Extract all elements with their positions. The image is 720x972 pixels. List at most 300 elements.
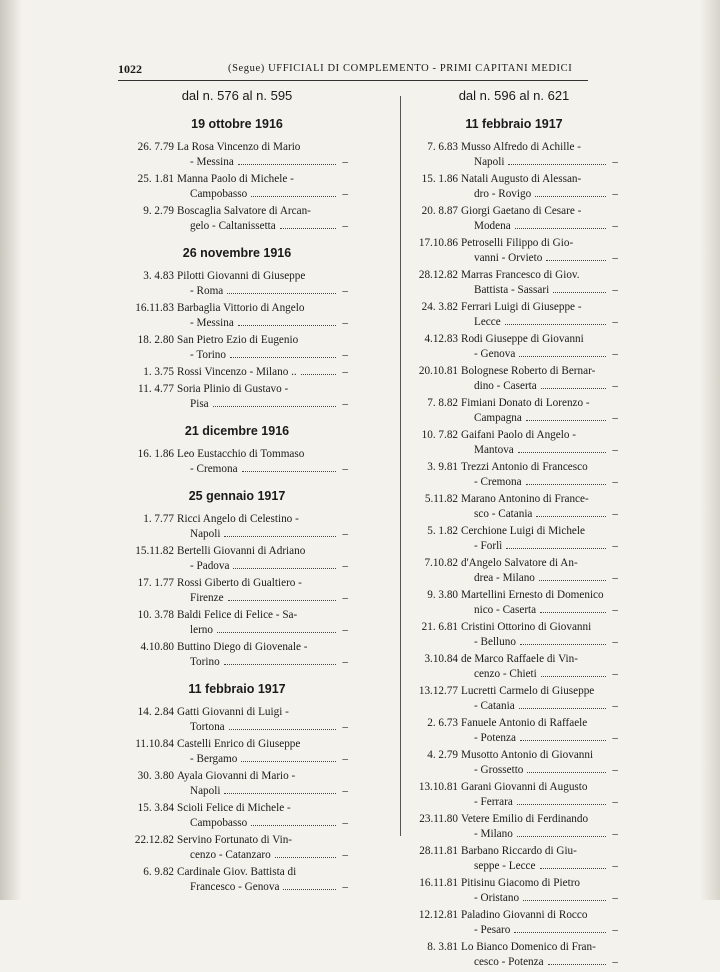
officer-entry <box>410 428 618 458</box>
entry-birthplace-text: - Ferrara <box>474 796 513 808</box>
entry-birthplace-text: vanni - Orvieto <box>474 252 543 264</box>
entry-line-1 <box>410 748 618 763</box>
entry-name-text: Lo Bianco Domenico di Fran- <box>461 941 596 953</box>
birth-date: 28.12.82 <box>418 269 458 281</box>
entry-birthplace-text: cenzo - Catanzaro <box>190 849 271 861</box>
dotted-leader <box>540 612 606 613</box>
officer-entry <box>410 780 618 810</box>
entry-birthplace-text: - Padova <box>190 560 230 572</box>
birth-date: 28.11.81 <box>419 845 458 857</box>
entry-birthplace-text: - Bergamo <box>190 753 238 765</box>
birth-date: 20.10.81 <box>418 365 458 377</box>
officer-entry <box>126 801 348 831</box>
dotted-leader <box>251 196 336 197</box>
dash-mark: – <box>612 700 618 712</box>
dotted-leader <box>213 406 336 407</box>
dotted-leader <box>242 471 336 472</box>
left-column <box>126 88 348 907</box>
entry-birthplace-text: - Oristano <box>474 892 520 904</box>
entry-name-text: Castelli Enrico di Giuseppe <box>177 738 301 750</box>
birth-date: 1. 7.77 <box>143 513 174 525</box>
entry-line-2 <box>126 784 348 799</box>
dotted-leader <box>548 964 606 965</box>
birth-date: 23.11.80 <box>419 813 458 825</box>
entry-birthplace-text: - Roma <box>190 285 224 297</box>
dotted-leader <box>540 868 607 869</box>
entry-line-2 <box>126 591 348 606</box>
dash-mark: – <box>612 636 618 648</box>
entry-name-text: Servino Fortunato di Vin- <box>177 834 293 846</box>
entry-line-1 <box>410 332 618 347</box>
birth-date: 15. 3.84 <box>137 802 174 814</box>
dotted-leader <box>506 548 606 549</box>
dotted-leader <box>238 325 336 326</box>
entry-name-text: San Pietro Ezio di Eugenio <box>177 334 299 346</box>
entry-line-2 <box>410 475 618 490</box>
dash-mark: – <box>342 817 348 829</box>
entry-line-1 <box>126 204 348 219</box>
officer-entry <box>126 705 348 735</box>
officer-entry <box>410 460 618 490</box>
entry-line-2 <box>410 187 618 202</box>
entry-line-1 <box>410 524 618 539</box>
entry-line-1 <box>126 705 348 720</box>
section-date-heading: 21 dicembre 1916 <box>184 424 290 438</box>
dash-mark: – <box>612 252 618 264</box>
entry-line-1 <box>410 556 618 571</box>
entry-line-2 <box>126 348 348 363</box>
entry-name-text: Marano Antonino di France- <box>461 493 589 505</box>
officer-entry <box>126 301 348 331</box>
officer-entry <box>410 812 618 842</box>
entry-line-2 <box>410 507 618 522</box>
birth-date: 26. 7.79 <box>137 141 174 153</box>
entry-birthplace-text: Lecce <box>474 316 501 328</box>
entry-line-2 <box>410 283 618 298</box>
birth-date: 20. 8.87 <box>421 205 458 217</box>
dotted-leader <box>229 729 336 730</box>
dash-mark: – <box>612 796 618 808</box>
birth-date: 11. 4.77 <box>138 383 174 395</box>
birth-date: 24. 3.82 <box>421 301 458 313</box>
entry-name-text: Leo Eustacchio di Tommaso <box>177 448 305 460</box>
entry-birthplace-text: dino - Caserta <box>474 380 537 392</box>
officer-entry <box>410 844 618 874</box>
officer-entry <box>126 365 348 380</box>
dash-mark: – <box>612 924 618 936</box>
officer-entry <box>410 684 618 714</box>
entry-line-2 <box>410 699 618 714</box>
entry-line-1 <box>410 652 618 667</box>
entry-name-text: Boscaglia Salvatore di Arcan- <box>177 205 311 217</box>
entry-birthplace-text: Pisa <box>190 398 209 410</box>
officer-entry <box>410 876 618 906</box>
birth-date: 3. 9.81 <box>427 461 458 473</box>
officer-entry <box>410 172 618 202</box>
birth-date: 30. 3.80 <box>137 770 174 782</box>
entry-line-2 <box>410 571 618 586</box>
dash-mark: – <box>342 721 348 733</box>
entry-birthplace-text: - Milano <box>474 828 513 840</box>
dash-mark: – <box>342 220 348 232</box>
entry-name-text: Fanuele Antonio di Raffaele <box>461 717 588 729</box>
officer-entry <box>410 556 618 586</box>
entry-birthplace-text: - Grossetto <box>474 764 524 776</box>
entry-name-text: Pitisinu Giacomo di Pietro <box>461 877 581 889</box>
entry-line-2 <box>410 667 618 682</box>
dotted-leader <box>508 164 606 165</box>
entry-line-1 <box>126 269 348 284</box>
entry-line-2 <box>126 880 348 895</box>
dash-mark: – <box>612 156 618 168</box>
entry-line-2 <box>410 539 618 554</box>
entry-name-text: Cardinale Giov. Battista di <box>177 866 297 878</box>
dash-mark: – <box>342 398 348 410</box>
entry-line-1 <box>410 364 618 379</box>
dash-mark: – <box>612 220 618 232</box>
dotted-leader <box>539 580 606 581</box>
officer-entry <box>410 652 618 682</box>
officer-entry <box>410 748 618 778</box>
entry-line-1 <box>126 301 348 316</box>
officer-entry <box>410 524 618 554</box>
entry-line-1 <box>410 140 618 155</box>
entry-line-1 <box>126 608 348 623</box>
entry-birthplace-text: lerno <box>190 624 213 636</box>
entry-name-text: Gatti Giovanni di Luigi - <box>177 706 289 718</box>
dotted-leader <box>241 761 336 762</box>
entry-line-1 <box>126 801 348 816</box>
entry-name-text: Musso Alfredo di Achille - <box>461 141 581 153</box>
birth-date: 4.12.83 <box>424 333 458 345</box>
officer-entry <box>410 140 618 170</box>
entry-birthplace-text: - Catania <box>474 700 515 712</box>
birth-date: 4.10.80 <box>140 641 174 653</box>
page-header <box>118 58 588 81</box>
officer-entry <box>126 382 348 412</box>
entry-name-text: Barbaglia Vittorio di Angelo <box>177 302 305 314</box>
birth-date: 18. 2.80 <box>137 334 174 346</box>
officer-entry <box>126 447 348 477</box>
entry-line-2 <box>410 219 618 234</box>
dash-mark: – <box>342 560 348 572</box>
entry-name-text: Manna Paolo di Michele - <box>177 173 294 185</box>
entry-birthplace-text: Battista - Sassari <box>474 284 550 296</box>
entry-line-2 <box>410 635 618 650</box>
entry-line-2 <box>126 816 348 831</box>
entry-line-2 <box>410 379 618 394</box>
dotted-leader <box>228 600 336 601</box>
left-page-gutter <box>0 0 22 900</box>
dash-mark: – <box>342 156 348 168</box>
officer-entry <box>126 544 348 574</box>
dotted-leader <box>541 388 606 389</box>
section-date-heading: 19 ottobre 1916 <box>191 117 283 131</box>
birth-date: 13.10.81 <box>418 781 458 793</box>
dotted-leader <box>520 644 606 645</box>
entry-name-text: Soria Plinio di Gustavo - <box>177 383 289 395</box>
birth-date: 3. 4.83 <box>143 270 174 282</box>
entry-birthplace-text: sco - Catania <box>474 508 533 520</box>
dotted-leader <box>251 825 336 826</box>
birth-date: 10. 7.82 <box>421 429 458 441</box>
entry-birthplace-text: gelo - Caltanissetta <box>190 220 276 232</box>
entry-line-2 <box>126 284 348 299</box>
officer-entry <box>410 204 618 234</box>
entry-birthplace-text: - Belluno <box>474 636 516 648</box>
dash-mark: – <box>612 892 618 904</box>
birth-date: 7. 8.82 <box>427 397 458 409</box>
entry-birthplace-text: Campobasso <box>190 188 248 200</box>
entry-birthplace-text: - Pesaro <box>474 924 511 936</box>
dotted-leader <box>553 292 606 293</box>
officer-entry <box>410 396 618 426</box>
birth-date: 5.11.82 <box>424 493 458 505</box>
entry-line-1 <box>410 236 618 251</box>
birth-date: 22.12.82 <box>134 834 174 846</box>
dotted-leader <box>224 536 336 537</box>
birth-date: 9. 2.79 <box>143 205 174 217</box>
entry-name-text: Lucretti Carmelo di Giuseppe <box>461 685 595 697</box>
entry-name-text: Giorgi Gaetano di Cesare - <box>461 205 582 217</box>
entry-birthplace-text: cenzo - Chieti <box>474 668 537 680</box>
running-title: (Segue) UFFICIALI DI COMPLEMENTO - PRIMI CAPITANI MEDICI <box>228 63 573 74</box>
dash-mark: – <box>342 528 348 540</box>
dotted-leader <box>280 228 336 229</box>
page-number: 1022 <box>118 62 142 76</box>
section-date-heading: 26 novembre 1916 <box>182 246 292 260</box>
birth-date: 13.12.77 <box>418 685 458 697</box>
dash-mark: – <box>342 656 348 668</box>
dash-mark: – <box>612 188 618 200</box>
officer-entry <box>126 269 348 299</box>
entry-name-text: Baldi Felice di Felice - Sa- <box>177 609 298 621</box>
entry-birthplace-text: Campobasso <box>190 817 248 829</box>
dotted-leader <box>526 484 606 485</box>
entry-line-2 <box>126 155 348 170</box>
entry-line-1 <box>410 716 618 731</box>
date-section <box>126 117 348 234</box>
officer-entry <box>410 332 618 362</box>
dotted-leader <box>536 516 606 517</box>
officer-entry <box>410 940 618 970</box>
entry-birthplace-text: Modena <box>474 220 511 232</box>
entry-line-1 <box>126 512 348 527</box>
dash-mark: – <box>612 764 618 776</box>
birth-date: 17.10.86 <box>418 237 458 249</box>
entry-line-2 <box>410 923 618 938</box>
dash-mark: – <box>342 881 348 893</box>
entry-line-1 <box>126 737 348 752</box>
dash-mark: – <box>612 860 618 872</box>
entry-line-1 <box>126 833 348 848</box>
dash-mark: – <box>342 349 348 361</box>
entry-line-2 <box>126 623 348 638</box>
officer-entry <box>410 364 618 394</box>
officer-entry <box>126 140 348 170</box>
officer-entry <box>126 172 348 202</box>
birth-date: 21. 6.81 <box>421 621 458 633</box>
entry-birthplace-text: - Cremona <box>474 476 522 488</box>
entry-name-text: Paladino Giovanni di Rocco <box>461 909 588 921</box>
birth-date: 3.10.84 <box>424 653 458 665</box>
entry-line-2 <box>410 603 618 618</box>
dash-mark: – <box>342 188 348 200</box>
entry-birthplace-text: drea - Milano <box>474 572 535 584</box>
birth-date: 8. 3.81 <box>427 941 458 953</box>
dash-mark: – <box>342 785 348 797</box>
entry-line-2 <box>126 559 348 574</box>
dotted-leader <box>517 836 606 837</box>
right-page-edge <box>700 0 720 900</box>
dash-mark: – <box>612 668 618 680</box>
entry-name-text: Cristini Ottorino di Giovanni <box>461 621 592 633</box>
entry-line-2 <box>410 315 618 330</box>
dotted-leader <box>227 293 336 294</box>
birth-date: 2. 6.73 <box>427 717 458 729</box>
date-section <box>410 117 618 970</box>
entry-name-text: Cerchione Luigi di Michele <box>461 525 585 537</box>
dash-mark: – <box>612 508 618 520</box>
entry-name-text: Petroselli Filippo di Gio- <box>461 237 574 249</box>
entry-name-text: Marras Francesco di Giov. <box>461 269 580 281</box>
dash-mark: – <box>612 316 618 328</box>
entry-line-1 <box>126 333 348 348</box>
birth-date: 11.10.84 <box>135 738 174 750</box>
dash-mark: – <box>342 753 348 765</box>
dotted-leader <box>217 632 336 633</box>
entry-name-text: Garani Giovanni di Augusto <box>461 781 588 793</box>
birth-date: 12.12.81 <box>418 909 458 921</box>
entry-birthplace-text: - Genova <box>474 348 516 360</box>
officer-entry <box>126 865 348 895</box>
entry-name-text: Natali Augusto di Alessan- <box>461 173 582 185</box>
dotted-leader <box>520 740 606 741</box>
dotted-leader <box>518 452 606 453</box>
dash-mark: – <box>612 348 618 360</box>
officer-entry <box>410 620 618 650</box>
dotted-leader <box>515 228 606 229</box>
entry-birthplace-text: - Torino <box>190 349 226 361</box>
left-range-title: dal n. 576 al n. 595 <box>181 88 293 103</box>
entry-name-text: Pilotti Giovanni di Giuseppe <box>177 270 306 282</box>
dotted-leader <box>535 196 606 197</box>
dash-mark: – <box>612 284 618 296</box>
dotted-leader <box>230 357 336 358</box>
dotted-leader <box>527 772 606 773</box>
section-date-heading: 11 febbraio 1917 <box>188 682 286 696</box>
entry-line-2 <box>410 251 618 266</box>
entry-line-1 <box>410 204 618 219</box>
entry-line-1 <box>410 396 618 411</box>
entry-birthplace-text: seppe - Lecce <box>474 860 536 872</box>
entry-line-1 <box>126 365 348 380</box>
dash-mark: – <box>612 572 618 584</box>
entry-line-2 <box>410 347 618 362</box>
entry-name-text: Ferrari Luigi di Giuseppe - <box>461 301 582 313</box>
date-section <box>126 489 348 670</box>
entry-line-1 <box>126 172 348 187</box>
dotted-leader <box>519 356 606 357</box>
entry-line-2 <box>410 155 618 170</box>
entry-line-1 <box>410 940 618 955</box>
section-date-heading: 11 febbraio 1917 <box>465 117 563 131</box>
dash-mark: – <box>612 604 618 616</box>
entry-birthplace-text: Napoli <box>190 785 221 797</box>
entry-line-1 <box>410 812 618 827</box>
dash-mark: – <box>612 828 618 840</box>
entry-line-1 <box>410 492 618 507</box>
dotted-leader <box>233 568 336 569</box>
dotted-leader <box>526 420 606 421</box>
birth-date: 9. 3.80 <box>427 589 458 601</box>
birth-date: 14. 2.84 <box>137 706 174 718</box>
dash-mark: – <box>342 285 348 297</box>
entry-line-1 <box>410 684 618 699</box>
dash-mark: – <box>612 412 618 424</box>
officer-entry <box>410 716 618 746</box>
entry-name-text: Buttino Diego di Giovenale - <box>177 641 308 653</box>
officer-entry <box>126 576 348 606</box>
entry-birthplace-text: - Cremona <box>190 463 238 475</box>
entry-line-2 <box>126 655 348 670</box>
entry-line-2 <box>126 848 348 863</box>
entry-name-text: Martellini Ernesto di Domenico <box>461 589 604 601</box>
entry-birthplace-text: - Messina <box>190 317 234 329</box>
birth-date: 5. 1.82 <box>427 525 458 537</box>
officer-entry <box>126 608 348 638</box>
officer-entry <box>410 908 618 938</box>
entry-birthplace-text: nico - Caserta <box>474 604 537 616</box>
entry-birthplace-text: Francesco - Genova <box>190 881 280 893</box>
entry-line-1 <box>410 588 618 603</box>
entry-line-2 <box>410 795 618 810</box>
entry-birthplace-text: Campagna <box>474 412 522 424</box>
entry-line-1 <box>126 769 348 784</box>
entry-line-1 <box>126 640 348 655</box>
entry-line-2 <box>410 859 618 874</box>
dash-mark: – <box>342 463 348 475</box>
entry-line-2 <box>410 763 618 778</box>
entry-name-text: Rossi Giberto di Gualtiero - <box>177 577 302 589</box>
entry-line-2 <box>410 955 618 970</box>
birth-date: 10. 3.78 <box>137 609 174 621</box>
officer-entry <box>126 512 348 542</box>
dotted-leader <box>523 900 606 901</box>
entry-line-1 <box>410 620 618 635</box>
entry-line-1 <box>126 576 348 591</box>
entry-name-text: de Marco Raffaele di Vin- <box>461 653 578 665</box>
birth-date: 17. 1.77 <box>137 577 174 589</box>
entry-line-1 <box>410 268 618 283</box>
birth-date: 7.10.82 <box>424 557 458 569</box>
entry-line-2 <box>410 827 618 842</box>
officer-entry <box>410 588 618 618</box>
birth-date: 15.11.82 <box>135 545 174 557</box>
entry-birthplace-text: dro - Rovigo <box>474 188 532 200</box>
entry-line-2 <box>126 527 348 542</box>
dash-mark: – <box>342 592 348 604</box>
entry-line-1 <box>410 844 618 859</box>
officer-entry <box>126 640 348 670</box>
entry-name-text: Gaifani Paolo di Angelo - <box>461 429 576 441</box>
dash-mark: – <box>612 444 618 456</box>
entry-name-text: Bolognese Roberto di Bernar- <box>461 365 596 377</box>
entry-name-text: Rodi Giuseppe di Giovanni <box>461 333 584 345</box>
entry-line-2 <box>126 462 348 477</box>
dash-mark: – <box>612 956 618 968</box>
officer-entry <box>126 204 348 234</box>
